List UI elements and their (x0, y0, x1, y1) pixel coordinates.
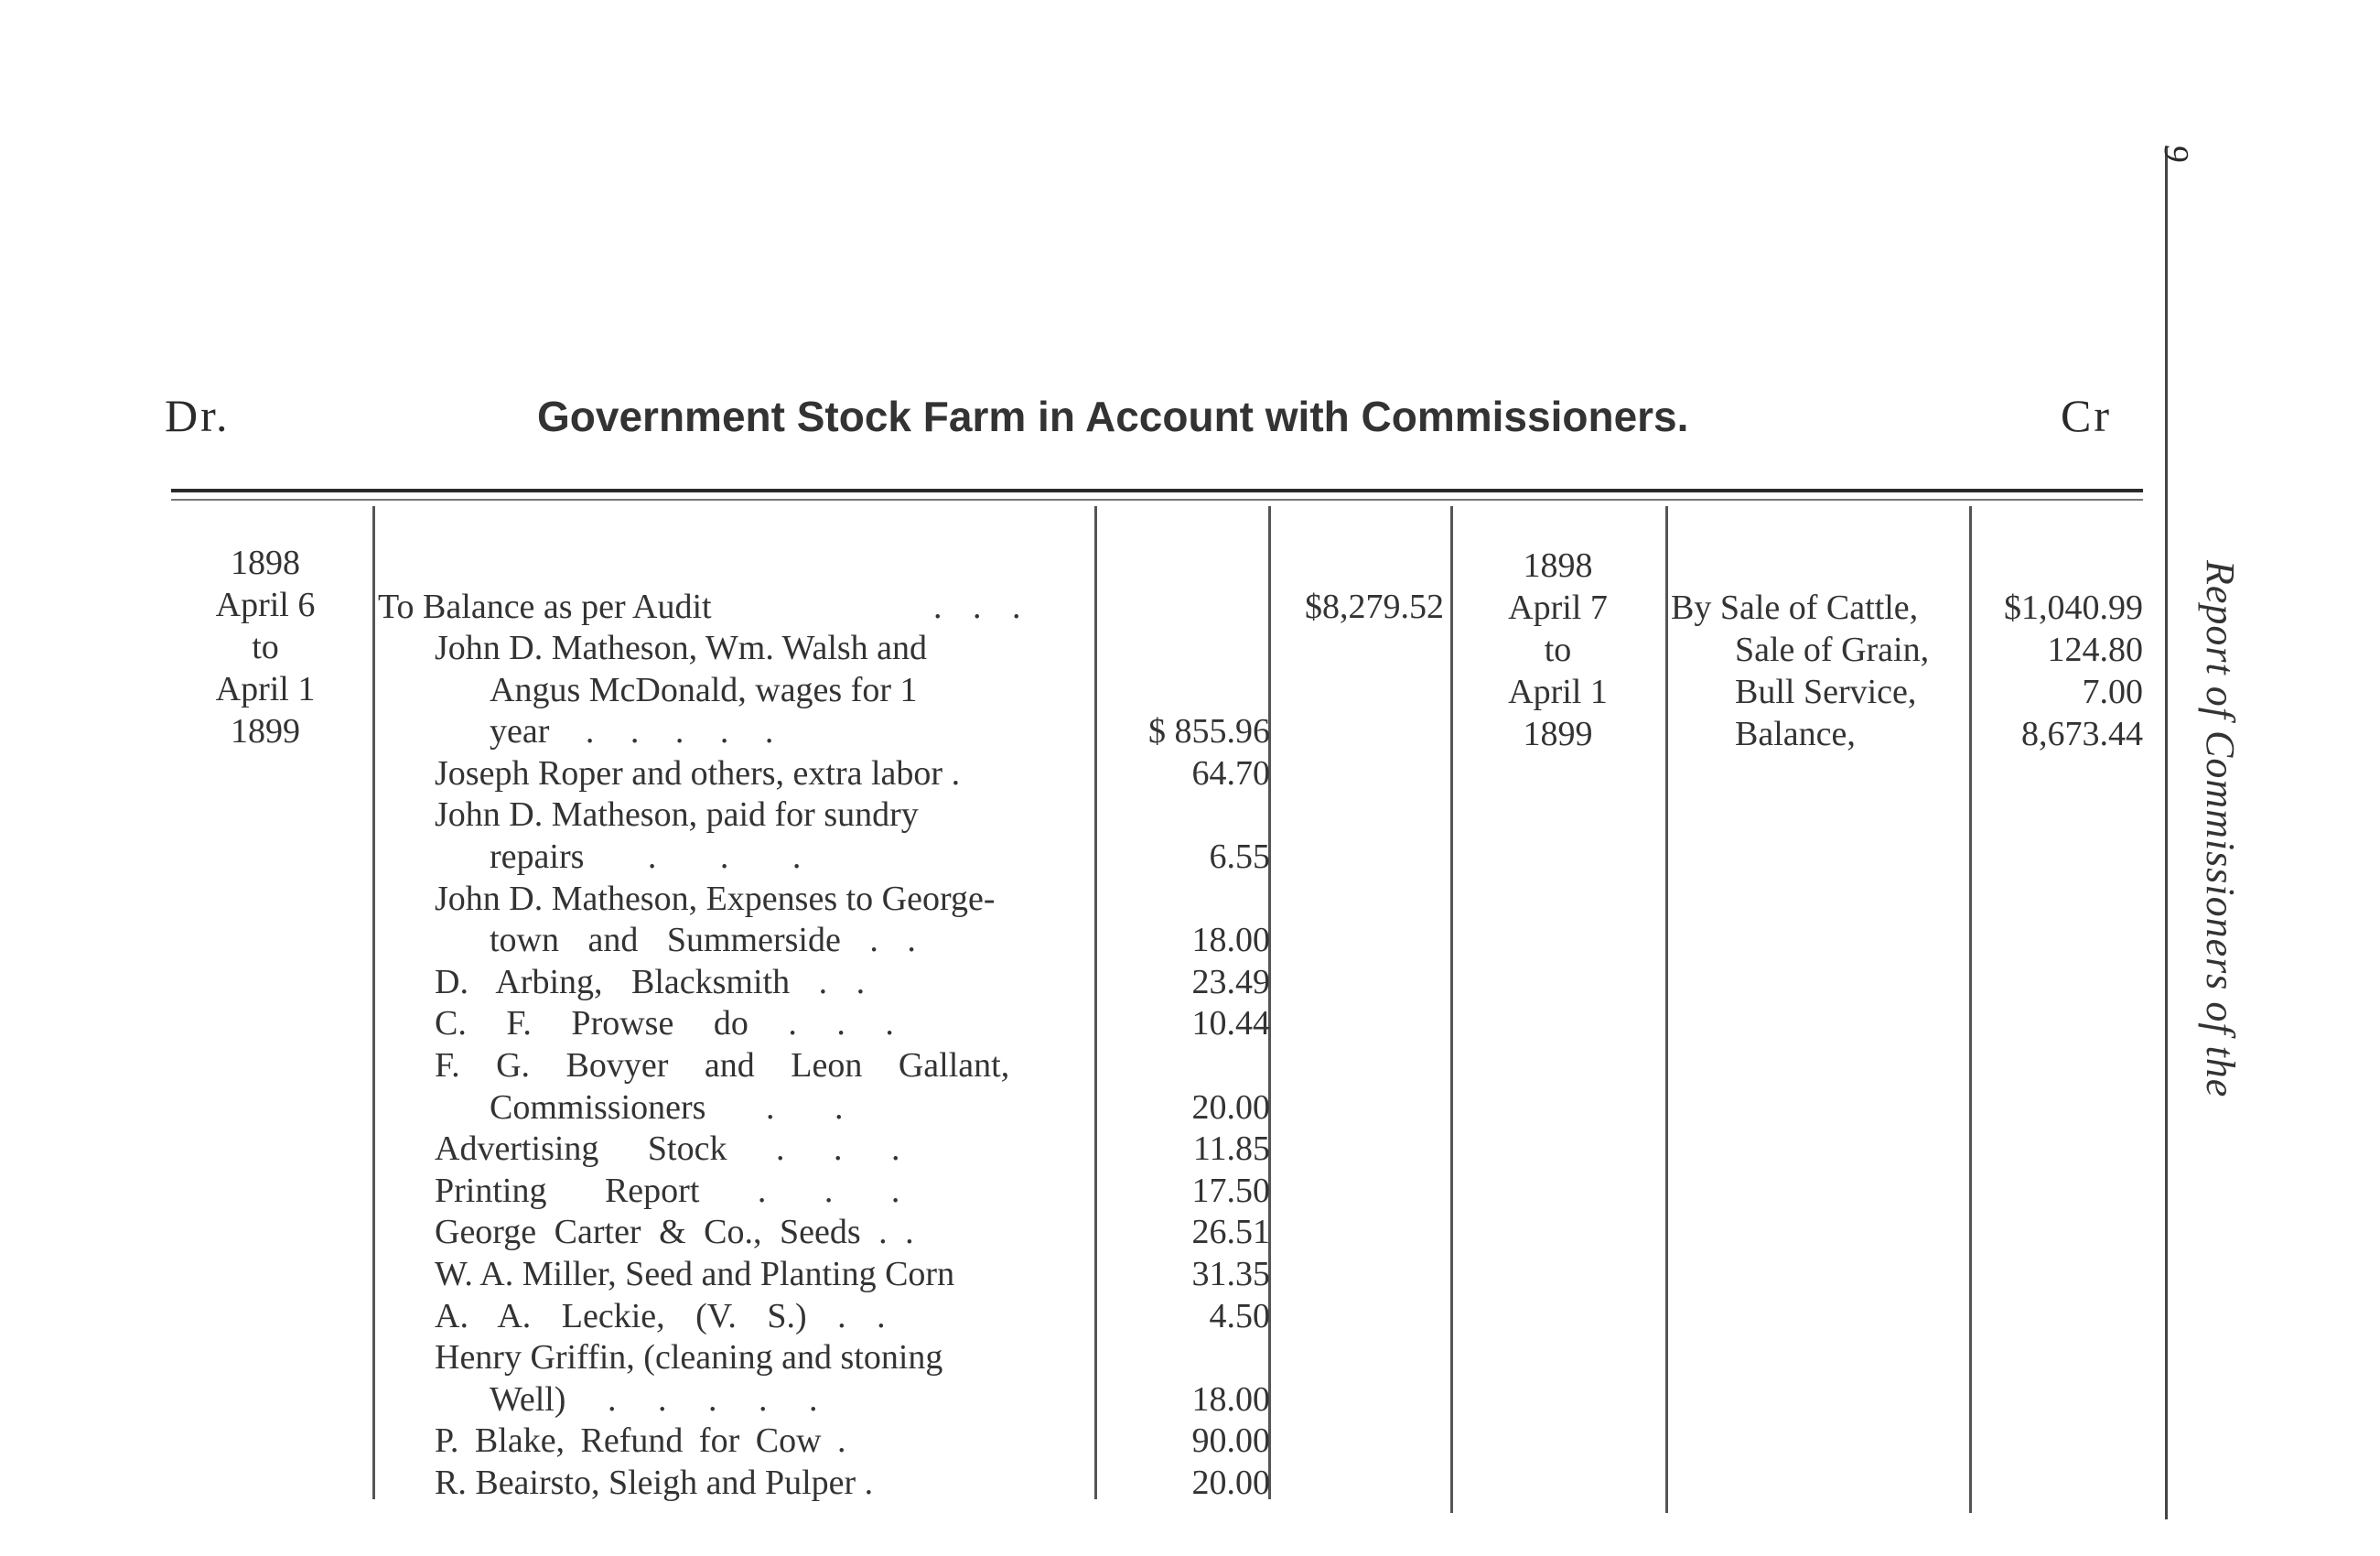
debit-item-line: W. A. Miller, Seed and Planting Corn (435, 1254, 955, 1293)
credit-descriptions (1671, 587, 1965, 755)
credit-date-line: 1898 (1523, 546, 1593, 585)
debit-amount: 10.44 (1191, 1004, 1270, 1043)
credit-date-line: April 1 (1508, 673, 1608, 711)
debit-descriptions (435, 628, 1089, 1504)
debit-item-line: P. Blake, Refund for Cow . (435, 1421, 846, 1461)
debit-item-line: John D. Matheson, Wm. Walsh and (435, 629, 928, 667)
debit-amount: 31.35 (1191, 1254, 1270, 1293)
debit-item-line: John D. Matheson, Expenses to George- (435, 879, 996, 918)
debit-amount: 17.50 (1191, 1171, 1270, 1210)
top-rule (171, 489, 2143, 492)
debit-date-block (183, 542, 348, 752)
debit-item-line: A. A. Leckie, (V. S.) . . (435, 1296, 886, 1335)
credit-item-label: Sale of Grain, (1735, 631, 1930, 669)
debit-item-line: Henry Griffin, (cleaning and stoning (435, 1338, 943, 1378)
debit-item-line: John D. Matheson, paid for sundry (435, 795, 919, 835)
debit-amount: 20.00 (1191, 1463, 1270, 1502)
debit-amount: 64.70 (1191, 753, 1270, 793)
balance-label: To Balance as per Audit (378, 588, 712, 626)
debit-amount: $ 855.96 (1148, 712, 1270, 751)
debit-date-line: 1898 (231, 544, 300, 582)
margin-rule (2165, 146, 2168, 1519)
debit-amount: 18.00 (1191, 921, 1270, 960)
column-rule (372, 506, 375, 1499)
credit-amount: 7.00 (2082, 673, 2143, 711)
debit-item-line: Commissioners . . (490, 1087, 844, 1127)
credit-date-line: April 7 (1508, 589, 1608, 627)
debit-amount: 23.49 (1191, 962, 1270, 1001)
column-rule (1094, 506, 1097, 1499)
balance-leader: . . . (933, 588, 1021, 626)
debit-amount: 4.50 (1209, 1296, 1270, 1335)
debit-amount: 26.51 (1191, 1213, 1270, 1252)
credit-amount: $1,040.99 (2004, 589, 2143, 627)
debit-date-line: April 1 (215, 670, 316, 708)
debit-amount: 20.00 (1191, 1087, 1270, 1127)
column-rule (1969, 506, 1972, 1513)
debit-item-line: Advertising Stock . . . (435, 1129, 900, 1169)
page-number: 9 (2157, 145, 2195, 162)
debit-item-line: Angus McDonald, wages for 1 (490, 670, 918, 709)
credit-date-block (1455, 545, 1661, 755)
credit-item-label: Bull Service, (1735, 673, 1917, 711)
debit-item-line: D. Arbing, Blacksmith . . (435, 962, 866, 1001)
credit-date-line: 1899 (1523, 715, 1593, 753)
top-rule-thin (171, 499, 2143, 501)
debit-item-line: R. Beairsto, Sleigh and Pulper . (435, 1463, 874, 1502)
debit-item-line: Well) . . . . . (490, 1379, 818, 1419)
debit-item-line: C. F. Prowse do . . . (435, 1004, 894, 1043)
debit-date-line: to (252, 628, 279, 666)
debit-item-line: year . . . . . (490, 712, 774, 751)
column-rule (1450, 506, 1453, 1513)
credit-amounts (1973, 587, 2143, 755)
credit-item-label: By Sale of Cattle, (1671, 589, 1919, 627)
debit-date-line: 1899 (231, 712, 300, 751)
credit-heading: Cr (2061, 390, 2112, 441)
debit-amount: 90.00 (1191, 1421, 1270, 1461)
debit-heading: Dr. (165, 390, 231, 441)
debit-item-line: F. G. Bovyer and Leon Gallant, (435, 1045, 1010, 1085)
debit-amount: 18.00 (1191, 1379, 1270, 1419)
debit-item-line: Printing Report . . . (435, 1171, 900, 1210)
credit-amount: 124.80 (2047, 631, 2143, 669)
running-header: Report of Commissioners of the (2198, 560, 2243, 1098)
page-title: Government Stock Farm in Account with Commissioners. (537, 393, 1689, 440)
credit-amount: 8,673.44 (2021, 715, 2143, 753)
debit-amounts (1098, 628, 1270, 1504)
debit-item-line: repairs . . . (490, 837, 802, 876)
credit-date-line: to (1544, 631, 1572, 669)
debit-amount: 6.55 (1209, 837, 1270, 876)
debit-amount: 11.85 (1192, 1129, 1270, 1169)
debit-item-line: George Carter & Co., Seeds . . (435, 1213, 914, 1252)
debit-item-line: town and Summerside . . (490, 921, 916, 960)
balance-total: $8,279.52 (1305, 588, 1444, 626)
column-rule (1665, 506, 1668, 1513)
credit-item-label: Balance, (1735, 715, 1856, 753)
debit-date-line: April 6 (215, 586, 316, 624)
debit-item-line: Joseph Roper and others, extra labor . (435, 753, 961, 793)
